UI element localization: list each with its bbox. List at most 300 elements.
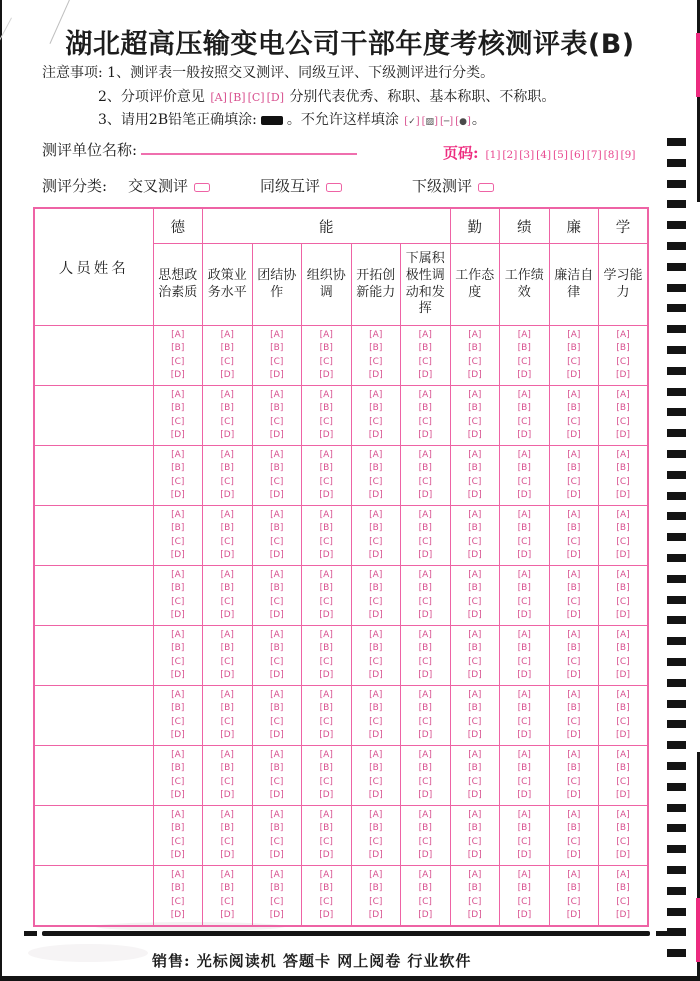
option-bubble[interactable]: [D]: [418, 370, 433, 380]
option-bubble[interactable]: [B]: [319, 703, 333, 713]
option-bubble[interactable]: [B]: [270, 883, 284, 893]
option-bubble[interactable]: [B]: [319, 343, 333, 353]
option-bubble[interactable]: [C]: [319, 776, 333, 787]
option-bubble[interactable]: [D]: [467, 790, 482, 800]
option-bubble[interactable]: [C]: [567, 596, 581, 607]
option-bubble[interactable]: [A]: [517, 869, 531, 880]
option-bubble[interactable]: [D]: [517, 670, 532, 680]
option-bubble[interactable]: [C]: [517, 416, 531, 427]
option-bubble[interactable]: [C]: [418, 416, 432, 427]
option-bubble[interactable]: [D]: [517, 430, 532, 440]
name-cell[interactable]: [34, 326, 153, 386]
option-bubble[interactable]: [A]: [567, 569, 581, 580]
option-bubble[interactable]: [D]: [319, 490, 334, 500]
option-bubble[interactable]: [D]: [566, 370, 581, 380]
option-bubble[interactable]: [A]: [418, 329, 432, 340]
option-bubble[interactable]: [D]: [517, 490, 532, 500]
option-bubble[interactable]: [D]: [220, 850, 235, 860]
option-bubble[interactable]: [C]: [171, 476, 185, 487]
option-bubble[interactable]: [B]: [220, 823, 234, 833]
option-bubble[interactable]: [A]: [319, 389, 333, 400]
option-bubble[interactable]: [C]: [616, 836, 630, 847]
option-bubble[interactable]: [A]: [616, 869, 630, 880]
option-bubble[interactable]: [A]: [319, 869, 333, 880]
option-bubble[interactable]: [C]: [468, 836, 482, 847]
option-bubble[interactable]: [A]: [517, 509, 531, 520]
option-bubble[interactable]: [C]: [319, 416, 333, 427]
option-bubble[interactable]: [D]: [616, 610, 630, 620]
option-bubble[interactable]: [D]: [220, 550, 235, 560]
option-bubble[interactable]: [C]: [418, 536, 432, 547]
option-bubble[interactable]: [A]: [369, 629, 383, 640]
option-bubble[interactable]: [B]: [468, 823, 482, 833]
option-bubble[interactable]: [C]: [319, 596, 333, 607]
option-bubble[interactable]: [C]: [319, 836, 333, 847]
option-bubble[interactable]: [D]: [319, 610, 334, 620]
option-bubble[interactable]: [D]: [418, 730, 433, 740]
option-bubble[interactable]: [D]: [467, 670, 482, 680]
option-bubble[interactable]: [C]: [616, 476, 630, 487]
option-bubble[interactable]: [D]: [220, 910, 235, 920]
option-bubble[interactable]: [C]: [220, 416, 234, 427]
option-bubble[interactable]: [B]: [567, 823, 581, 833]
option-bubble[interactable]: [B]: [567, 403, 581, 413]
option-bubble[interactable]: [B]: [418, 583, 432, 593]
option-bubble[interactable]: [A]: [319, 449, 333, 460]
option-bubble[interactable]: [B]: [517, 883, 531, 893]
option-bubble[interactable]: [D]: [319, 910, 334, 920]
option-bubble[interactable]: [C]: [517, 596, 531, 607]
option-bubble[interactable]: [A]: [270, 869, 284, 880]
option-bubble[interactable]: [D]: [418, 430, 433, 440]
option-bubble[interactable]: [A]: [270, 449, 284, 460]
option-bubble[interactable]: [D]: [517, 550, 532, 560]
option-bubble[interactable]: [C]: [567, 836, 581, 847]
option-bubble[interactable]: [A]: [171, 689, 185, 700]
option-bubble[interactable]: [B]: [418, 703, 432, 713]
option-bubble[interactable]: [D]: [170, 430, 185, 440]
option-bubble[interactable]: [A]: [418, 689, 432, 700]
option-bubble[interactable]: [B]: [220, 463, 234, 473]
option-bubble[interactable]: [A]: [418, 509, 432, 520]
option-bubble[interactable]: [B]: [319, 523, 333, 533]
option-bubble[interactable]: [A]: [369, 509, 383, 520]
option-bubble[interactable]: [B]: [369, 643, 383, 653]
option-bubble[interactable]: [B]: [270, 343, 284, 353]
option-bubble[interactable]: [C]: [270, 896, 284, 907]
option-bubble[interactable]: [B]: [418, 883, 432, 893]
option-bubble[interactable]: [A]: [468, 569, 482, 580]
option-bubble[interactable]: [B]: [468, 403, 482, 413]
option-bubble[interactable]: [C]: [220, 656, 234, 667]
option-bubble[interactable]: [D]: [220, 670, 235, 680]
option-bubble[interactable]: [A]: [369, 569, 383, 580]
option-bubble[interactable]: [D]: [517, 370, 532, 380]
option-bubble[interactable]: [D]: [467, 610, 482, 620]
option-bubble[interactable]: [C]: [369, 416, 383, 427]
option-bubble[interactable]: [C]: [171, 716, 185, 727]
option-bubble[interactable]: [D]: [368, 670, 383, 680]
option-bubble[interactable]: [A]: [468, 629, 482, 640]
option-bubble[interactable]: [A]: [220, 809, 234, 820]
option-bubble[interactable]: [D]: [368, 550, 383, 560]
option-bubble[interactable]: [A]: [369, 869, 383, 880]
option-bubble[interactable]: [B]: [616, 583, 630, 593]
option-bubble[interactable]: [D]: [517, 910, 532, 920]
category-checkbox[interactable]: [326, 183, 342, 192]
option-bubble[interactable]: [A]: [567, 689, 581, 700]
unit-name-field[interactable]: [141, 138, 357, 155]
option-bubble[interactable]: [B]: [220, 403, 234, 413]
option-bubble[interactable]: [B]: [616, 823, 630, 833]
option-bubble[interactable]: [A]: [270, 389, 284, 400]
option-bubble[interactable]: [D]: [368, 610, 383, 620]
option-bubble[interactable]: [D]: [269, 610, 284, 620]
option-bubble[interactable]: [B]: [220, 703, 234, 713]
option-bubble[interactable]: [C]: [369, 596, 383, 607]
option-bubble[interactable]: [A]: [567, 329, 581, 340]
option-bubble[interactable]: [D]: [269, 730, 284, 740]
option-bubble[interactable]: [B]: [270, 583, 284, 593]
option-bubble[interactable]: [C]: [220, 716, 234, 727]
option-bubble[interactable]: [D]: [566, 490, 581, 500]
option-bubble[interactable]: [B]: [468, 763, 482, 773]
option-bubble[interactable]: [D]: [566, 670, 581, 680]
option-bubble[interactable]: [A]: [418, 629, 432, 640]
option-bubble[interactable]: [B]: [616, 523, 630, 533]
option-bubble[interactable]: [C]: [468, 536, 482, 547]
option-bubble[interactable]: [B]: [270, 403, 284, 413]
option-bubble[interactable]: [A]: [567, 749, 581, 760]
option-bubble[interactable]: [B]: [171, 583, 185, 593]
option-bubble[interactable]: [B]: [616, 403, 630, 413]
option-bubble[interactable]: [A]: [567, 449, 581, 460]
option-bubble[interactable]: [C]: [616, 716, 630, 727]
option-bubble[interactable]: [C]: [517, 836, 531, 847]
option-bubble[interactable]: [D]: [517, 790, 532, 800]
option-bubble[interactable]: [A]: [616, 509, 630, 520]
option-bubble[interactable]: [C]: [567, 536, 581, 547]
option-bubble[interactable]: [B]: [418, 343, 432, 353]
option-bubble[interactable]: [C]: [418, 836, 432, 847]
name-cell[interactable]: [34, 446, 153, 506]
option-bubble[interactable]: [C]: [616, 596, 630, 607]
option-bubble[interactable]: [B]: [220, 643, 234, 653]
option-bubble[interactable]: [C]: [220, 356, 234, 367]
option-bubble[interactable]: [A]: [567, 389, 581, 400]
option-bubble[interactable]: [C]: [270, 716, 284, 727]
name-cell[interactable]: [34, 386, 153, 446]
option-bubble[interactable]: [C]: [220, 896, 234, 907]
option-bubble[interactable]: [C]: [369, 656, 383, 667]
option-bubble[interactable]: [C]: [567, 896, 581, 907]
option-bubble[interactable]: [A]: [616, 569, 630, 580]
option-bubble[interactable]: [B]: [517, 583, 531, 593]
option-bubble[interactable]: [A]: [517, 689, 531, 700]
option-bubble[interactable]: [B]: [468, 703, 482, 713]
option-bubble[interactable]: [D]: [368, 430, 383, 440]
option-bubble[interactable]: [C]: [220, 836, 234, 847]
option-bubble[interactable]: [D]: [269, 910, 284, 920]
option-bubble[interactable]: [C]: [418, 776, 432, 787]
name-cell[interactable]: [34, 746, 153, 806]
option-bubble[interactable]: [A]: [468, 749, 482, 760]
option-bubble[interactable]: [C]: [616, 356, 630, 367]
option-bubble[interactable]: [B]: [468, 583, 482, 593]
option-bubble[interactable]: [C]: [616, 536, 630, 547]
option-bubble[interactable]: [B]: [418, 763, 432, 773]
option-bubble[interactable]: [A]: [319, 329, 333, 340]
option-bubble[interactable]: [B]: [220, 583, 234, 593]
option-bubble[interactable]: [B]: [369, 703, 383, 713]
option-bubble[interactable]: [C]: [270, 536, 284, 547]
option-bubble[interactable]: [B]: [517, 643, 531, 653]
option-bubble[interactable]: [C]: [468, 356, 482, 367]
option-bubble[interactable]: [C]: [567, 416, 581, 427]
option-bubble[interactable]: [B]: [567, 703, 581, 713]
option-bubble[interactable]: [D]: [170, 370, 185, 380]
option-bubble[interactable]: [A]: [319, 629, 333, 640]
option-bubble[interactable]: [D]: [368, 490, 383, 500]
option-bubble[interactable]: [D]: [566, 610, 581, 620]
option-bubble[interactable]: [A]: [369, 809, 383, 820]
option-bubble[interactable]: [A]: [616, 809, 630, 820]
option-bubble[interactable]: [B]: [270, 763, 284, 773]
option-bubble[interactable]: [D]: [467, 370, 482, 380]
option-bubble[interactable]: [D]: [517, 730, 532, 740]
option-bubble[interactable]: [C]: [319, 536, 333, 547]
option-bubble[interactable]: [A]: [517, 389, 531, 400]
option-bubble[interactable]: [A]: [220, 869, 234, 880]
option-bubble[interactable]: [B]: [171, 883, 185, 893]
name-cell[interactable]: [34, 626, 153, 686]
option-bubble[interactable]: [D]: [418, 550, 433, 560]
option-bubble[interactable]: [B]: [567, 343, 581, 353]
option-bubble[interactable]: [C]: [220, 476, 234, 487]
option-bubble[interactable]: [D]: [616, 790, 630, 800]
option-bubble[interactable]: [C]: [369, 776, 383, 787]
option-bubble[interactable]: [C]: [319, 356, 333, 367]
option-bubble[interactable]: [B]: [319, 463, 333, 473]
option-bubble[interactable]: [A]: [418, 809, 432, 820]
option-bubble[interactable]: [A]: [468, 509, 482, 520]
option-bubble[interactable]: [C]: [270, 416, 284, 427]
option-bubble[interactable]: [A]: [171, 809, 185, 820]
option-bubble[interactable]: [A]: [616, 749, 630, 760]
option-bubble[interactable]: [D]: [616, 550, 630, 560]
option-bubble[interactable]: [C]: [517, 536, 531, 547]
option-bubble[interactable]: [C]: [517, 896, 531, 907]
option-bubble[interactable]: [C]: [418, 656, 432, 667]
option-bubble[interactable]: [C]: [418, 476, 432, 487]
option-bubble[interactable]: [D]: [170, 670, 185, 680]
option-bubble[interactable]: [A]: [468, 449, 482, 460]
option-bubble[interactable]: [A]: [270, 689, 284, 700]
option-bubble[interactable]: [D]: [368, 730, 383, 740]
option-bubble[interactable]: [D]: [467, 850, 482, 860]
option-bubble[interactable]: [D]: [467, 430, 482, 440]
option-bubble[interactable]: [C]: [468, 716, 482, 727]
option-bubble[interactable]: [B]: [369, 343, 383, 353]
option-bubble[interactable]: [A]: [171, 449, 185, 460]
option-bubble[interactable]: [D]: [566, 730, 581, 740]
option-bubble[interactable]: [D]: [319, 850, 334, 860]
option-bubble[interactable]: [C]: [369, 536, 383, 547]
option-bubble[interactable]: [D]: [170, 850, 185, 860]
option-bubble[interactable]: [A]: [468, 869, 482, 880]
option-bubble[interactable]: [A]: [468, 389, 482, 400]
option-bubble[interactable]: [D]: [566, 430, 581, 440]
option-bubble[interactable]: [D]: [467, 910, 482, 920]
option-bubble[interactable]: [B]: [567, 763, 581, 773]
option-bubble[interactable]: [C]: [567, 356, 581, 367]
option-bubble[interactable]: [B]: [468, 463, 482, 473]
option-bubble[interactable]: [B]: [369, 763, 383, 773]
option-bubble[interactable]: [C]: [418, 596, 432, 607]
option-bubble[interactable]: [B]: [319, 823, 333, 833]
option-bubble[interactable]: [C]: [270, 476, 284, 487]
option-bubble[interactable]: [A]: [369, 389, 383, 400]
option-bubble[interactable]: [C]: [220, 776, 234, 787]
option-bubble[interactable]: [A]: [369, 749, 383, 760]
option-bubble[interactable]: [A]: [220, 509, 234, 520]
option-bubble[interactable]: [C]: [468, 776, 482, 787]
option-bubble[interactable]: [D]: [319, 790, 334, 800]
option-bubble[interactable]: [C]: [517, 356, 531, 367]
option-bubble[interactable]: [A]: [517, 749, 531, 760]
option-bubble[interactable]: [D]: [269, 850, 284, 860]
name-cell[interactable]: [34, 506, 153, 566]
option-bubble[interactable]: [A]: [369, 329, 383, 340]
option-bubble[interactable]: [A]: [616, 389, 630, 400]
option-bubble[interactable]: [B]: [220, 523, 234, 533]
option-bubble[interactable]: [B]: [616, 343, 630, 353]
option-bubble[interactable]: [C]: [418, 356, 432, 367]
option-bubble[interactable]: [D]: [418, 910, 433, 920]
option-bubble[interactable]: [C]: [567, 476, 581, 487]
option-bubble[interactable]: [B]: [319, 403, 333, 413]
option-bubble[interactable]: [C]: [616, 656, 630, 667]
option-bubble[interactable]: [D]: [319, 370, 334, 380]
option-bubble[interactable]: [B]: [171, 763, 185, 773]
option-bubble[interactable]: [C]: [369, 836, 383, 847]
option-bubble[interactable]: [A]: [567, 809, 581, 820]
option-bubble[interactable]: [B]: [567, 463, 581, 473]
option-bubble[interactable]: [B]: [616, 883, 630, 893]
option-bubble[interactable]: [A]: [418, 569, 432, 580]
option-bubble[interactable]: [D]: [368, 790, 383, 800]
option-bubble[interactable]: [A]: [517, 569, 531, 580]
option-bubble[interactable]: [A]: [171, 869, 185, 880]
option-bubble[interactable]: [A]: [220, 329, 234, 340]
option-bubble[interactable]: [A]: [567, 509, 581, 520]
option-bubble[interactable]: [C]: [171, 596, 185, 607]
option-bubble[interactable]: [B]: [418, 403, 432, 413]
page-number-option[interactable]: [9]: [620, 149, 636, 161]
option-bubble[interactable]: [C]: [171, 416, 185, 427]
page-number-option[interactable]: [1]: [485, 149, 501, 161]
option-bubble[interactable]: [A]: [171, 509, 185, 520]
page-number-option[interactable]: [3]: [519, 149, 535, 161]
option-bubble[interactable]: [A]: [270, 569, 284, 580]
page-number-option[interactable]: [2]: [502, 149, 518, 161]
option-bubble[interactable]: [A]: [171, 629, 185, 640]
option-bubble[interactable]: [D]: [566, 850, 581, 860]
option-bubble[interactable]: [D]: [368, 850, 383, 860]
option-bubble[interactable]: [D]: [269, 670, 284, 680]
option-bubble[interactable]: [D]: [616, 910, 630, 920]
option-bubble[interactable]: [D]: [220, 490, 235, 500]
option-bubble[interactable]: [B]: [616, 463, 630, 473]
option-bubble[interactable]: [D]: [220, 430, 235, 440]
page-number-option[interactable]: [4]: [536, 149, 552, 161]
option-bubble[interactable]: [C]: [468, 416, 482, 427]
option-bubble[interactable]: [D]: [319, 430, 334, 440]
option-bubble[interactable]: [C]: [171, 836, 185, 847]
option-bubble[interactable]: [C]: [468, 896, 482, 907]
option-bubble[interactable]: [A]: [270, 509, 284, 520]
option-bubble[interactable]: [B]: [220, 763, 234, 773]
option-bubble[interactable]: [B]: [616, 703, 630, 713]
option-bubble[interactable]: [A]: [418, 869, 432, 880]
option-bubble[interactable]: [A]: [517, 449, 531, 460]
name-cell[interactable]: [34, 806, 153, 866]
option-bubble[interactable]: [C]: [270, 356, 284, 367]
option-bubble[interactable]: [A]: [418, 749, 432, 760]
option-bubble[interactable]: [C]: [468, 596, 482, 607]
option-bubble[interactable]: [A]: [220, 689, 234, 700]
option-bubble[interactable]: [B]: [171, 703, 185, 713]
option-bubble[interactable]: [D]: [170, 550, 185, 560]
option-bubble[interactable]: [A]: [270, 629, 284, 640]
option-bubble[interactable]: [C]: [616, 416, 630, 427]
option-bubble[interactable]: [A]: [319, 509, 333, 520]
option-bubble[interactable]: [D]: [319, 730, 334, 740]
option-bubble[interactable]: [D]: [170, 610, 185, 620]
option-bubble[interactable]: [B]: [319, 643, 333, 653]
option-bubble[interactable]: [B]: [468, 343, 482, 353]
option-bubble[interactable]: [B]: [517, 463, 531, 473]
option-bubble[interactable]: [D]: [269, 430, 284, 440]
option-bubble[interactable]: [C]: [270, 656, 284, 667]
option-bubble[interactable]: [D]: [616, 850, 630, 860]
option-bubble[interactable]: [D]: [566, 550, 581, 560]
option-bubble[interactable]: [A]: [270, 329, 284, 340]
option-bubble[interactable]: [D]: [170, 790, 185, 800]
option-bubble[interactable]: [D]: [220, 610, 235, 620]
option-bubble[interactable]: [C]: [616, 776, 630, 787]
option-bubble[interactable]: [C]: [567, 716, 581, 727]
option-bubble[interactable]: [B]: [369, 823, 383, 833]
option-bubble[interactable]: [D]: [220, 730, 235, 740]
option-bubble[interactable]: [B]: [616, 763, 630, 773]
option-bubble[interactable]: [B]: [220, 883, 234, 893]
option-bubble[interactable]: [D]: [170, 730, 185, 740]
option-bubble[interactable]: [D]: [418, 790, 433, 800]
option-bubble[interactable]: [C]: [319, 896, 333, 907]
option-bubble[interactable]: [C]: [418, 716, 432, 727]
option-bubble[interactable]: [C]: [171, 776, 185, 787]
option-bubble[interactable]: [B]: [616, 643, 630, 653]
option-bubble[interactable]: [C]: [319, 476, 333, 487]
option-bubble[interactable]: [B]: [468, 523, 482, 533]
option-bubble[interactable]: [B]: [171, 343, 185, 353]
option-bubble[interactable]: [C]: [171, 896, 185, 907]
option-bubble[interactable]: [B]: [418, 463, 432, 473]
option-bubble[interactable]: [A]: [517, 329, 531, 340]
option-bubble[interactable]: [D]: [269, 550, 284, 560]
option-bubble[interactable]: [A]: [369, 449, 383, 460]
